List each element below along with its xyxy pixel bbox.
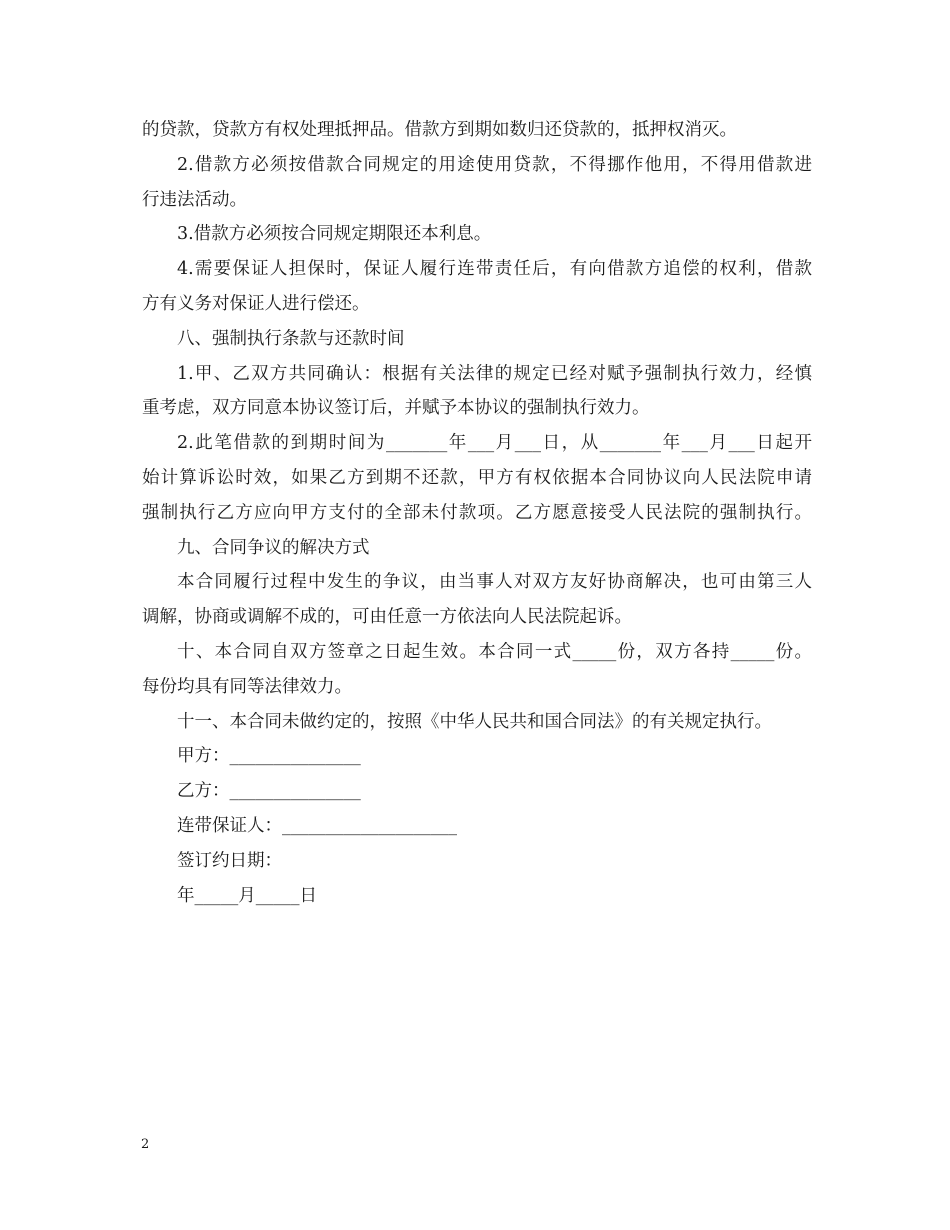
document-body [142,113,812,913]
text-line: 的贷款，贷款方有权处理抵押品。借款方到期如数归还贷款的，抵押权消灭。 [142,120,737,140]
text-line: 年_____月_____日 [177,885,317,906]
text-line: 始计算诉讼时效，如果乙方到期不还款，甲方有权依据本合同协议向人民法院申请 [142,467,812,488]
text-line: 1.甲、乙双方共同确认：根据有关法律的规定已经对赋予强制执行效力，经慎 [177,363,812,384]
text-line: 甲方：_______________ [177,746,361,767]
text-line: 乙方：_______________ [177,781,361,802]
text-line: 每份均具有同等法律效力。 [142,676,352,697]
text-line: 连带保证人：____________________ [177,815,457,836]
text-line: 强制执行乙方应向甲方支付的全部未付款项。乙方愿意接受人民法院的强制执行。 [142,502,812,523]
text-line: 方有义务对保证人进行偿还。 [142,293,370,314]
text-line: 行违法活动。 [142,189,247,210]
text-line: 签订约日期： [177,850,282,871]
text-line: 八、强制执行条款与还款时间 [177,328,405,349]
text-line: 3.借款方必须按合同规定期限还本利息。 [177,224,492,245]
text-line: 重考虑，双方同意本协议签订后，并赋予本协议的强制执行效力。 [142,398,650,419]
text-line: 4.需要保证人担保时，保证人履行连带责任后，有向借款方追偿的权利，借款 [177,259,812,280]
text-line: 2.此笔借款的到期时间为_______年___月___日，从_______年___月___日起开 [177,433,812,454]
text-line: 本合同履行过程中发生的争议，由当事人对双方友好协商解决，也可由第三人 [177,572,812,593]
text-line: 2.借款方必须按借款合同规定的用途使用贷款，不得挪作他用，不得用借款进 [177,154,812,175]
text-line: 九、合同争议的解决方式 [177,537,370,558]
page-number: 2 [141,1137,150,1152]
text-line: 调解，协商或调解不成的，可由任意一方依法向人民法院起诉。 [142,607,632,628]
text-line: 十一、本合同未做约定的，按照《中华人民共和国合同法》的有关规定执行。 [177,711,772,732]
text-line: 十、本合同自双方签章之日起生效。本合同一式_____份，双方各持_____份。 [177,641,812,662]
